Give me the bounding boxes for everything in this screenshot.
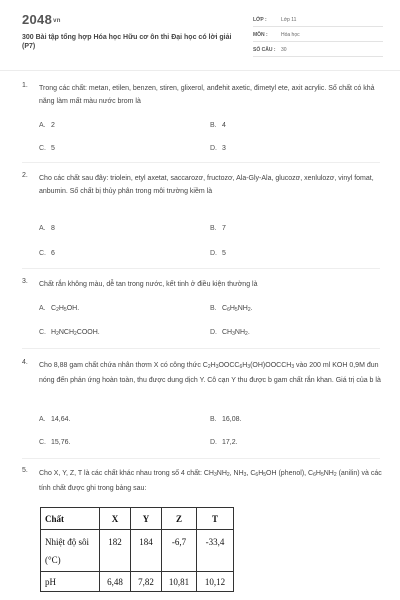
question-text: Cho 8,88 gam chất chứa nhân thơm X có công thức $C_2H_3OOCC_6H_3(OH)OOCCH_3$ vào 200 ml KOH 0,9M đun nóng đến phản ứng hoàn toàn, thu được dung dịch Y. Cô cạn Y thu được b gam chất rắn khan. Giá trị của b là [39,362,381,384]
option-text: $CH_3NH_2$. [222,329,250,337]
option-text: 16,08. [222,416,242,423]
option-c[interactable] [39,439,70,446]
question-text: Cho X, Y, Z, T là các chất khác nhau trong số 4 chất: $CH_3NH_2$, $NH_3$, $C_6H_5OH$ (phenol), $C_6H_5NH_2$ (anilin) và các tính chất được ghi trong bảng sau: [39,470,382,492]
option-letter: D. [210,250,217,257]
table-header-cell: Y [131,508,162,530]
table-row [41,530,234,572]
option-text: 6 [51,250,55,257]
question-number: 1. [22,82,28,89]
header-divider [0,70,400,71]
option-letter: D. [210,145,217,152]
meta-class-value: Lớp 11 [281,17,297,23]
question-number: 3. [22,278,28,285]
option-text: $C_2H_5OH$. [51,305,80,313]
question-number: 5. [22,467,28,474]
option-text: 17,2. [222,439,238,446]
option-text: 8 [51,225,55,232]
site-logo[interactable] [22,12,61,27]
option-d[interactable] [210,329,250,337]
meta-class-label: LỚP : [253,17,267,23]
option-text: $H_2NCH_2COOH$. [51,329,100,337]
table-header-cell: T [197,508,234,530]
table-cell: -33,4 [197,530,234,572]
meta-class [253,14,383,27]
option-b[interactable] [210,122,226,129]
option-a[interactable] [39,225,55,232]
table-cell: 182 [100,530,131,572]
option-b[interactable] [210,305,253,313]
option-letter: A. [39,122,46,129]
option-text: 14,64. [51,416,71,423]
option-b[interactable] [210,416,241,423]
option-a[interactable] [39,416,70,423]
table-cell: 10,12 [197,572,234,592]
option-letter: B. [210,305,217,312]
option-text: 3 [222,145,226,152]
option-letter: C. [39,439,46,446]
option-c[interactable] [39,145,55,152]
option-letter: A. [39,416,46,423]
question-divider [22,458,380,459]
question-number: 2. [22,172,28,179]
option-text: 7 [222,225,226,232]
option-text: $C_6H_5NH_2$. [222,305,253,313]
option-text: 4 [222,122,226,129]
question-number: 4. [22,359,28,366]
meta-subject-label: MÔN : [253,32,268,38]
table-header-row [41,508,234,530]
meta-count [253,44,383,57]
table-header-cell: Z [162,508,197,530]
table-row [41,572,234,592]
page-header [0,0,400,68]
question-text: Chất rắn không màu, dễ tan trong nước, kết tinh ở điều kiện thường là [39,281,258,288]
logo-text: 2048 [22,12,53,27]
question-text: Cho các chất sau đây: triolein, etyl axetat, saccarozơ, fructozơ, Ala-Gly-Ala, glucozơ, xenlulozơ, vinyl fomat, anbumin. Số chất bị thủy phân trong môi trường kiềm là [39,175,374,195]
meta-count-label: SỐ CÂU : [253,47,276,53]
option-b[interactable] [210,225,226,232]
option-c[interactable] [39,250,55,257]
table-cell: -6,7 [162,530,197,572]
question-divider [22,268,380,269]
table-cell: 6,48 [100,572,131,592]
option-letter: A. [39,305,46,312]
option-d[interactable] [210,250,226,257]
option-letter: C. [39,145,46,152]
option-letter: B. [210,225,217,232]
table-cell: 10,81 [162,572,197,592]
document-title: 300 Bài tập tổng hợp Hóa học Hữu cơ ôn thi Đại học có lời giải (P7) [22,34,232,50]
option-letter: B. [210,122,217,129]
option-text: 5 [51,145,55,152]
table-row-label: Nhiệt độ sôi (°C) [41,530,100,572]
meta-subject-value: Hóa học [281,32,300,38]
table-cell: 7,82 [131,572,162,592]
question-text: Trong các chất: metan, etilen, benzen, stiren, glixerol, anđehit axetic, đimetyl ete, axit acrylic. Số chất có khả năng làm mất màu nước brom là [39,85,375,105]
question-divider [22,162,380,163]
table-cell: 184 [131,530,162,572]
option-d[interactable] [210,145,226,152]
table-header-cell: Chất [41,508,100,530]
logo-suffix: vn [53,17,61,24]
option-letter: C. [39,329,46,336]
option-letter: D. [210,329,217,336]
option-a[interactable] [39,122,55,129]
table-row-label: pH [41,572,100,592]
option-text: 5 [222,250,226,257]
meta-subject [253,29,383,42]
option-letter: A. [39,225,46,232]
properties-table [40,507,234,592]
question-divider [22,348,380,349]
option-a[interactable] [39,305,79,313]
option-letter: D. [210,439,217,446]
option-text: 2 [51,122,55,129]
option-text: 15,76. [51,439,71,446]
option-c[interactable] [39,329,100,337]
option-letter: B. [210,416,217,423]
table-header-cell: X [100,508,131,530]
option-letter: C. [39,250,46,257]
option-d[interactable] [210,439,238,446]
meta-count-value: 30 [281,47,287,53]
